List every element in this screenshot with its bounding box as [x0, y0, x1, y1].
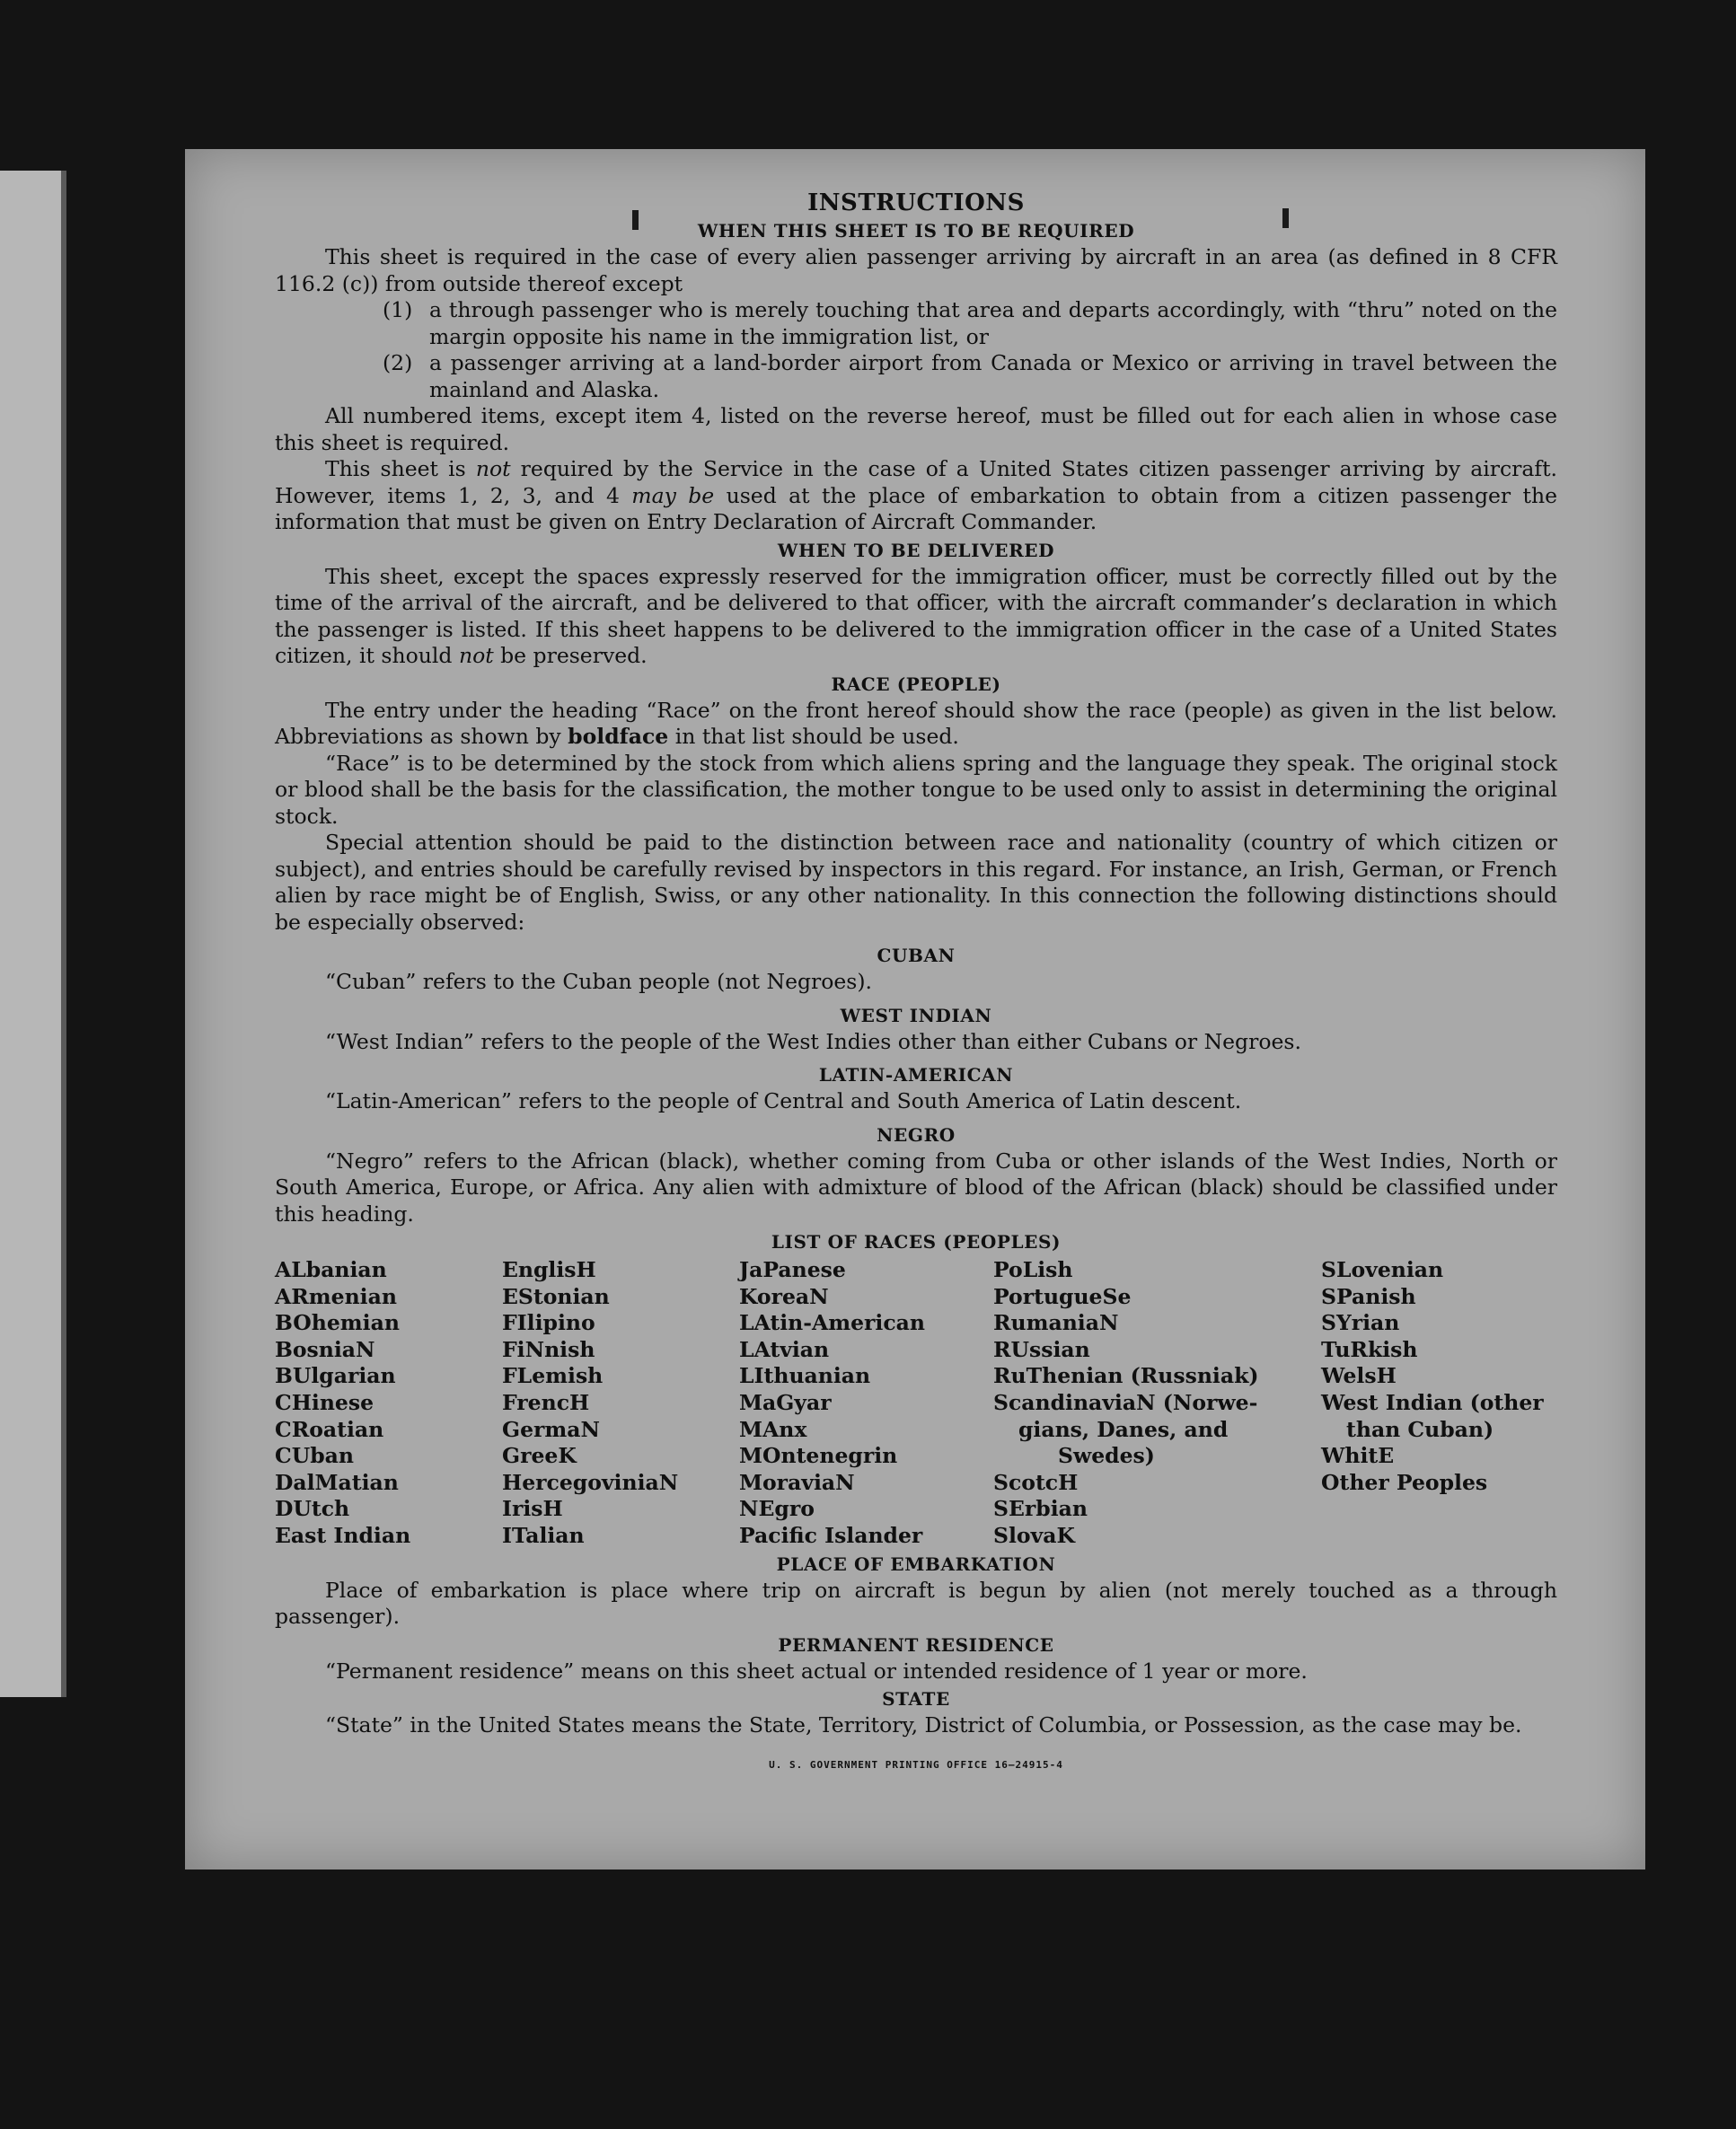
race-entry: FrencH: [502, 1389, 590, 1415]
race-entry: SLovenian: [1321, 1257, 1444, 1282]
race-entry: EnglisH: [502, 1257, 596, 1282]
document-content: [275, 189, 1557, 1778]
adjacent-page-edge: [0, 171, 61, 1697]
item-text: a through passenger who is merely touching that area and departs accordingly, with “thru” noted on the margin opposite his name in the immigration list, or: [429, 297, 1557, 349]
item-number: (2): [383, 350, 413, 375]
paragraph-west-indian: “West Indian” refers to the people of the West Indies other than either Cubans or Negroes.: [325, 1028, 1301, 1054]
race-entry: FiNnish: [502, 1336, 595, 1362]
paragraph-embarkation: Place of embarkation is place where trip on aircraft is begun by alien (not merely touched as a through passenger).: [275, 1577, 1557, 1630]
section-heading-residence: PERMANENT RESIDENCE: [778, 1633, 1054, 1656]
race-entry: RuThenian (Russniak): [993, 1363, 1259, 1389]
italic-text: may be: [631, 482, 715, 508]
race-entry: SPanish: [1321, 1283, 1416, 1309]
section-heading-embarkation: PLACE OF EMBARKATION: [776, 1553, 1056, 1575]
race-entry: SYrian: [1321, 1310, 1400, 1336]
document-sheet: [185, 149, 1645, 1869]
race-entry: IrisH: [502, 1496, 563, 1522]
text-run: used at the place of embarkation to obtain from a citizen passenger the information that must be given on Entry Declaration of Aircraft Commander.: [275, 482, 1558, 534]
paragraph-delivered: [275, 564, 1557, 670]
item-text: a passenger arriving at a land-border airport from Canada or Mexico or arriving in travel between the mainland and Alaska.: [429, 350, 1557, 402]
race-entry: EStonian: [502, 1283, 610, 1309]
text-run: This sheet is: [325, 456, 476, 481]
paragraph-cuban: “Cuban” refers to the Cuban people (not Negroes).: [325, 969, 873, 994]
race-entry: MOntenegrin: [739, 1443, 898, 1469]
race-entry: SlovaK: [993, 1522, 1075, 1548]
race-entry: LAtvian: [739, 1336, 830, 1362]
race-entry: RUssian: [993, 1336, 1090, 1362]
races-column-4: [993, 1257, 1321, 1550]
race-entry: GermaN: [502, 1416, 600, 1442]
race-entry: LAtin-American: [739, 1310, 925, 1336]
paragraph-race-stock: “Race” is to be determined by the stock from which aliens spring and the language they speak. The original stock or blood shall be the basis for the classification, the mother tongue to be used only to assist in determining the original stock.: [275, 750, 1557, 829]
race-entry: LIthuanian: [739, 1363, 871, 1389]
race-entry: HercegoviniaN: [502, 1469, 679, 1495]
list-item: [275, 297, 1557, 350]
race-entry: ITalian: [502, 1522, 585, 1548]
race-entry: CUban: [275, 1443, 354, 1469]
race-entry: WhitE: [1321, 1443, 1395, 1469]
race-entry: WelsH: [1321, 1363, 1397, 1389]
races-column-3: [739, 1257, 993, 1550]
race-entry: MoraviaN: [739, 1469, 855, 1495]
text-run: be preserved.: [493, 643, 648, 668]
races-column-2: [502, 1257, 739, 1550]
race-entry: SErbian: [993, 1496, 1088, 1522]
race-entry: ScandinaviaN (Norwe-: [993, 1389, 1258, 1415]
race-entry: RumaniaN: [993, 1310, 1119, 1336]
race-entry: JaPanese: [739, 1257, 846, 1282]
race-entry: Swedes): [1058, 1443, 1155, 1469]
italic-text: not: [458, 643, 494, 668]
race-entry: BosniaN: [275, 1336, 375, 1362]
text-run: required by the Service in the case of a United States citizen passenger arriving by aircraft. However, items 1, 2, 3, and 4: [275, 456, 1557, 508]
section-heading-negro: NEGRO: [877, 1123, 956, 1146]
races-list: [275, 1257, 1557, 1550]
text-run: The entry under the heading “Race” on the front hereof should show the race (people) as given in the list below. Abbreviations as shown by: [275, 697, 1557, 749]
race-entry: CRoatian: [275, 1416, 384, 1442]
race-entry: Pacific Islander: [739, 1522, 923, 1548]
race-entry: than Cuban): [1346, 1416, 1494, 1442]
race-entry: PoLish: [993, 1257, 1073, 1282]
paragraph-race-entry: [275, 698, 1557, 751]
section-heading-when-required: WHEN THIS SHEET IS TO BE REQUIRED: [697, 220, 1135, 242]
paragraph-state: “State” in the United States means the State, Territory, District of Columbia, or Possession, as the case may be.: [325, 1712, 1522, 1738]
race-entry: DalMatian: [275, 1469, 399, 1495]
printer-imprint: U. S. GOVERNMENT PRINTING OFFICE 16—24915-4: [769, 1758, 1063, 1771]
race-entry: gians, Danes, and: [1018, 1416, 1229, 1442]
section-heading-latin-american: LATIN-AMERICAN: [818, 1064, 1014, 1086]
section-heading-race: RACE (PEOPLE): [831, 673, 1001, 695]
text-run: This sheet, except the spaces expressly reserved for the immigration officer, must be correctly filled out by the time of the arrival of the aircraft, and be delivered to that officer, with the aircraft commander’s declaration in which the passenger is listed. If this sheet happens to be delivered to the immigration officer in the case of a United States citizen, it should: [275, 563, 1557, 668]
paragraph-race-nationality: Special attention should be paid to the distinction between race and nationality (country of which citizen or subject), and entries should be carefully revised by inspectors in this regard. For instance, an Irish, German, or French alien by race might be of English, Swiss, or any other nationality. In this connection the following distinctions should be especially observed:: [275, 830, 1557, 935]
race-entry: FIlipino: [502, 1310, 595, 1336]
paragraph-intro: This sheet is required in the case of every alien passenger arriving by aircraft in an area (as defined in 8 CFR 116.2 (c)) from outside thereof except: [275, 244, 1557, 296]
page-title: INSTRUCTIONS: [807, 189, 1025, 216]
list-item: [275, 350, 1557, 403]
race-entry: CHinese: [275, 1389, 375, 1415]
paragraph-numbered-items: All numbered items, except item 4, listed on the reverse hereof, must be filled out for each alien in whose case this sheet is required.: [275, 403, 1557, 455]
race-entry: ScotcH: [993, 1469, 1079, 1495]
race-entry: BUlgarian: [275, 1363, 396, 1389]
paragraph-residence: “Permanent residence” means on this sheet actual or intended residence of 1 year or more.: [325, 1658, 1308, 1684]
paragraph-citizen: [275, 456, 1557, 536]
race-entry: PortugueSe: [993, 1283, 1132, 1309]
races-column-5: [1321, 1257, 1557, 1550]
race-entry: Other Peoples: [1321, 1469, 1488, 1495]
item-number: (1): [383, 297, 413, 322]
section-heading-when-delivered: WHEN TO BE DELIVERED: [777, 539, 1055, 561]
race-entry: ALbanian: [275, 1257, 387, 1282]
paragraph-latin-american: “Latin-American” refers to the people of Central and South America of Latin descent.: [325, 1088, 1242, 1113]
race-entry: East Indian: [275, 1522, 411, 1548]
italic-text: not: [475, 456, 511, 481]
race-entry: MAnx: [739, 1416, 807, 1442]
section-heading-state: STATE: [882, 1688, 950, 1711]
race-entry: ARmenian: [275, 1283, 397, 1309]
race-entry: BOhemian: [275, 1310, 400, 1336]
races-column-1: [275, 1257, 502, 1550]
race-entry: West Indian (other: [1321, 1389, 1544, 1415]
race-entry: KoreaN: [739, 1283, 829, 1309]
paragraph-negro: “Negro” refers to the African (black), whether coming from Cuba or other islands of the West Indies, North or South America, Europe, or Africa. Any alien with admixture of blood of the African (black) should be classified under this heading.: [275, 1148, 1557, 1227]
race-entry: TuRkish: [1321, 1336, 1418, 1362]
section-heading-west-indian: WEST INDIAN: [840, 1004, 992, 1026]
race-entry: DUtch: [275, 1496, 350, 1522]
bold-text: boldface: [568, 724, 669, 749]
race-entry: GreeK: [502, 1443, 577, 1469]
section-heading-cuban: CUBAN: [877, 945, 956, 966]
race-entry: NEgro: [739, 1496, 815, 1522]
race-entry: MaGyar: [739, 1389, 832, 1415]
text-run: in that list should be used.: [668, 724, 959, 749]
race-entry: FLemish: [502, 1363, 604, 1389]
section-heading-races-list: LIST OF RACES (PEOPLES): [771, 1231, 1062, 1253]
